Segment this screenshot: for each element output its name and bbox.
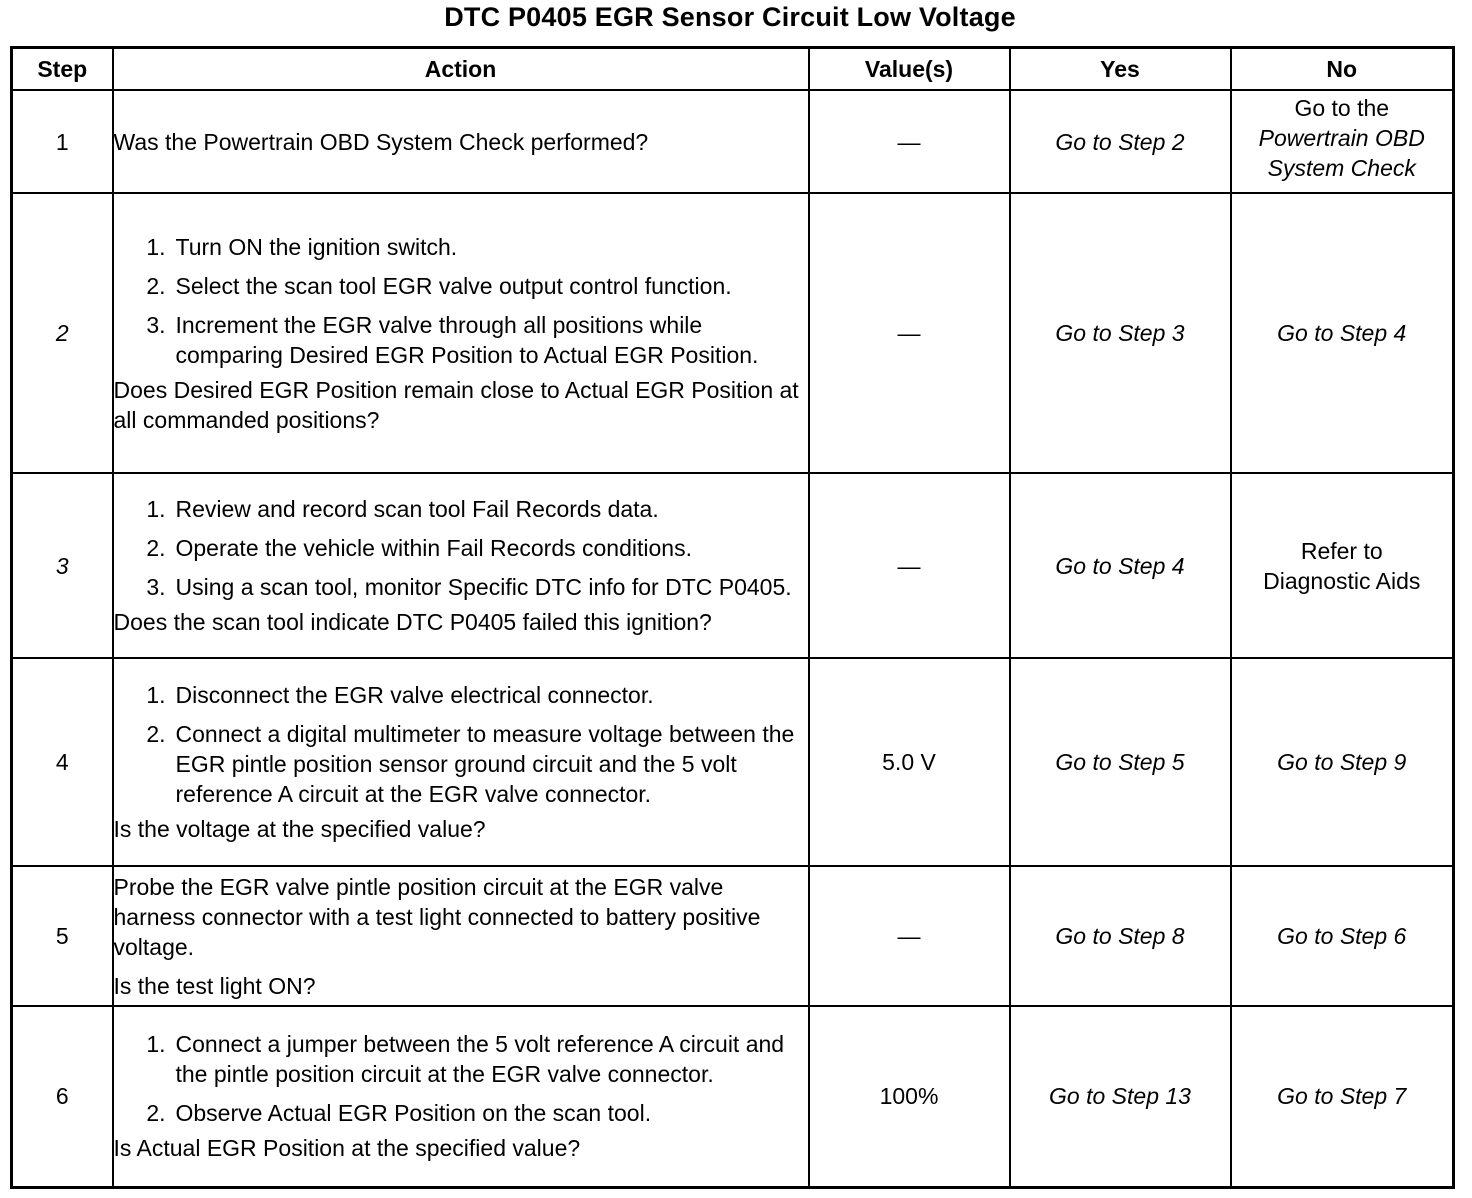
step-number: 1: [12, 90, 113, 193]
item-text: Using a scan tool, monitor Specific DTC info for DTC P0405.: [175, 574, 792, 600]
item-number: 1.: [146, 496, 166, 522]
value-cell: —: [809, 90, 1010, 193]
list-item: [114, 271, 808, 301]
item-text: Turn ON the ignition switch.: [175, 233, 458, 260]
item-text: Review and record scan tool Fail Records data.: [175, 496, 659, 522]
action-steps: [114, 680, 808, 809]
table-row: [12, 90, 1454, 193]
list-item: [114, 572, 808, 602]
item-number: 1.: [146, 1031, 166, 1058]
action-question: Is the voltage at the specified value?: [113, 816, 486, 842]
table-row: [12, 658, 1454, 866]
item-text: Operate the vehicle within Fail Records conditions.: [175, 535, 692, 561]
yes-link[interactable]: Go to Step 4: [1055, 552, 1185, 579]
yes-cell: [1010, 866, 1231, 1006]
no-cell: [1231, 866, 1454, 1006]
item-number: 2.: [146, 721, 166, 747]
no-cell: [1231, 473, 1454, 658]
no-link[interactable]: Go to Step 9: [1277, 749, 1407, 775]
no-text: Go to the: [1294, 95, 1390, 121]
step-number: 2: [12, 193, 113, 473]
item-number: 2.: [146, 535, 166, 561]
no-link[interactable]: Go to Step 6: [1277, 923, 1407, 949]
table-row: [12, 866, 1454, 1006]
no-link[interactable]: Refer to Diagnostic Aids: [1263, 537, 1421, 594]
item-number: 3.: [146, 311, 166, 338]
action-question: Was the Powertrain OBD System Check performed?: [113, 128, 649, 155]
item-text: Connect a jumper between the 5 volt reference A circuit and the pintle position circuit at the EGR valve connector.: [175, 1031, 785, 1088]
yes-cell: [1010, 1006, 1231, 1187]
action-steps: [114, 232, 808, 370]
value-cell: —: [809, 193, 1010, 473]
list-item: [114, 232, 808, 262]
yes-cell: [1010, 658, 1231, 866]
table-row: [12, 473, 1454, 658]
yes-link[interactable]: Go to Step 13: [1049, 1083, 1191, 1110]
item-text: Select the scan tool EGR valve output control function.: [175, 272, 732, 299]
step-number: 3: [12, 473, 113, 658]
list-item: [114, 494, 808, 524]
no-link[interactable]: Powertrain OBD System Check: [1258, 125, 1425, 181]
value-cell: 100%: [809, 1006, 1010, 1187]
step-number: 6: [12, 1006, 113, 1187]
action-steps: [114, 1029, 808, 1128]
header-step: Step: [12, 48, 113, 91]
item-number: 2.: [146, 272, 166, 299]
item-number: 2.: [146, 1100, 166, 1127]
value-cell: 5.0 V: [809, 658, 1010, 866]
no-link[interactable]: Go to Step 4: [1277, 320, 1407, 346]
no-cell: [1231, 658, 1454, 866]
action-question: Is Actual EGR Position at the specified value?: [113, 1135, 581, 1162]
value-cell: —: [809, 866, 1010, 1006]
list-item: [114, 1029, 808, 1089]
yes-link[interactable]: Go to Step 3: [1055, 320, 1185, 346]
step-number: 4: [12, 658, 113, 866]
no-cell: [1231, 90, 1454, 193]
action-cell: [113, 193, 809, 473]
action-cell: [113, 658, 809, 866]
value-cell: —: [809, 473, 1010, 658]
page-title: DTC P0405 EGR Sensor Circuit Low Voltage: [444, 2, 1016, 32]
item-number: 3.: [146, 574, 166, 600]
action-cell: [113, 473, 809, 658]
action-intro: Probe the EGR valve pintle position circuit at the EGR valve harness connector with a test light connected to battery positive voltage.: [113, 873, 761, 960]
item-text: Observe Actual EGR Position on the scan tool.: [175, 1100, 652, 1127]
yes-link[interactable]: Go to Step 2: [1055, 128, 1185, 155]
action-question: Is the test light ON?: [113, 972, 316, 999]
yes-link[interactable]: Go to Step 5: [1055, 749, 1185, 775]
list-item: [114, 719, 808, 809]
list-item: [114, 1098, 808, 1128]
table-row: [12, 193, 1454, 473]
header-no: No: [1231, 48, 1454, 91]
list-item: [114, 680, 808, 710]
header-row: [12, 48, 1454, 91]
list-item: [114, 310, 808, 370]
list-item: [114, 533, 808, 563]
step-number: 5: [12, 866, 113, 1006]
yes-cell: [1010, 90, 1231, 193]
header-action: Action: [113, 48, 809, 91]
no-cell: [1231, 1006, 1454, 1187]
item-number: 1.: [146, 233, 166, 260]
yes-link[interactable]: Go to Step 8: [1055, 923, 1185, 949]
no-link[interactable]: Go to Step 7: [1277, 1083, 1407, 1110]
action-steps: [114, 494, 808, 602]
diagnostic-table: [10, 46, 1455, 1189]
item-number: 1.: [146, 682, 166, 708]
yes-cell: [1010, 473, 1231, 658]
header-values: Value(s): [809, 48, 1010, 91]
action-cell: [113, 866, 809, 1006]
table-row: [12, 1006, 1454, 1187]
action-cell: [113, 1006, 809, 1187]
action-question: Does the scan tool indicate DTC P0405 failed this ignition?: [113, 609, 712, 635]
yes-cell: [1010, 193, 1231, 473]
action-question: Does Desired EGR Position remain close to Actual EGR Position at all commanded positions?: [113, 376, 799, 433]
action-cell: [113, 90, 809, 193]
item-text: Increment the EGR valve through all positions while comparing Desired EGR Position to Actual EGR Position.: [175, 311, 759, 368]
item-text: Connect a digital multimeter to measure voltage between the EGR pintle position sensor ground circuit and the 5 volt reference A circuit at the EGR valve connector.: [175, 721, 795, 807]
header-yes: Yes: [1010, 48, 1231, 91]
no-cell: [1231, 193, 1454, 473]
item-text: Disconnect the EGR valve electrical connector.: [175, 682, 654, 708]
